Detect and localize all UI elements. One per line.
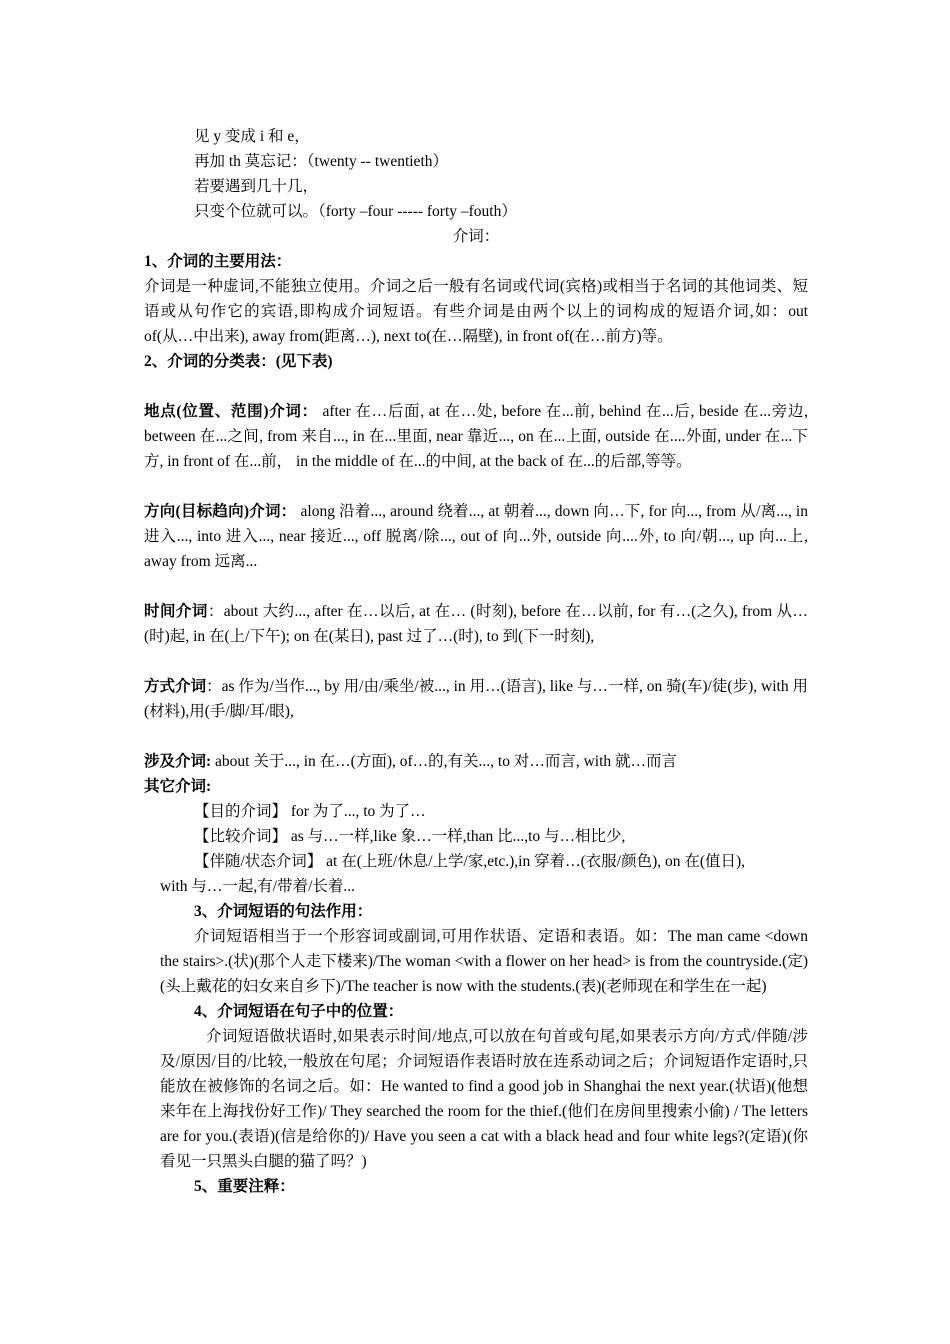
document-body [144,124,808,1199]
section-title: 介词： [452,228,500,245]
spacer [144,649,808,674]
poem-line: 若要遇到几十几， [194,178,319,195]
poem-line: 再加 th 莫忘记：（twenty -- twentieth） [194,153,448,170]
heading-other: 其它介词: [144,778,212,795]
label-manner: 方式介词 [144,678,207,695]
spacer [144,374,808,399]
label-time: 时间介词 [144,603,208,620]
spacer [144,474,808,499]
text-place: after 在…后面, at 在…处, before 在...前, behind 在...后, beside 在...旁边, between 在...之间, from 来自..., in 在...里面, near 靠近..., on 在...上面, outside 在....外面, under 在...下方, in front of 在...前， in the middle of 在...的中间, at the back of 在...的后部,等等。 [144,403,808,470]
label-place: 地点(位置、范围)介词： [144,403,318,420]
poem-line: 见 y 变成 i 和 e， [194,128,310,145]
other-purpose: 【目的介词】 for 为了..., to 为了… [194,803,426,820]
label-direction: 方向(目标趋向)介词： [144,503,297,520]
text-time: ：about 大约..., after 在…以后, at 在… (时刻), before 在…以前, for 有…(之久), from 从…(时)起, in 在(上/下午); on 在(某日), past 过了…(时), to 到(下一时刻), [144,603,808,645]
paragraph-position: 介词短语做状语时,如果表示时间/地点,可以放在句首或句尾,如果表示方向/方式/伴随/涉及/原因/目的/比较,一般放在句尾；介词短语作表语时放在连系动词之后；介词短语作定语时,只能放在被修饰的名词之后。如：He wanted to find a good job in Shanghai the next year.(状语)(他想来年在上海找份好工作)/ They searched the room for the thief.(他们在房间里搜索小偷) / The letters are for you.(表语)(信是给你的)/ Have you seen a cat with a black head and four white legs?(定语)(你看见一只黑头白腿的猫了吗？) [160,1028,808,1170]
label-involve: 涉及介词: [144,753,212,770]
paragraph-time [144,599,808,649]
paragraph-place [144,399,808,474]
heading-position: 4、介词短语在句子中的位置： [194,1003,404,1020]
heading-syntax: 3、介词短语的句法作用： [194,903,373,920]
other-accompany-cont: with 与…一起,有/带着/长着... [160,878,356,895]
other-accompany: 【伴随/状态介词】 at 在(上班/休息/上学/家,etc.),in 穿着…(衣服/颜色), on 在(值日), [194,853,746,870]
poem-line: 只变个位就可以。（forty –four ----- forty –fouth） [194,203,517,220]
spacer [144,574,808,599]
other-comparison: 【比较介词】 as 与…一样,like 象…一样,than 比...,to 与…相比少, [194,828,626,845]
paragraph-syntax: 介词短语相当于一个形容词或副词,可用作状语、定语和表语。如：The man came <down the stairs>.(状)(那个人走下楼来)/The woman <with a flower on her head> is from the countryside.(定)(头上戴花的妇女来自乡下)/The teacher is now with the students.(表)(老师现在和学生在一起) [160,928,808,995]
paragraph-direction [144,499,808,574]
spacer [144,724,808,749]
text-involve: about 关于..., in 在…(方面), of…的,有关..., to 对…而言, with 就…而言 [211,753,678,770]
heading-usage: 1、介词的主要用法： [144,253,292,270]
paragraph-usage: 介词是一种虚词,不能独立使用。介词之后一般有名词或代词(宾格)或相当于名词的其他词类、短语或从句作它的宾语,即构成介词短语。有些介词是由两个以上的词构成的短语介词,如：out of(从…中出来), away from(距离…), next to(在…隔壁), in front of(在…前方)等。 [144,278,808,345]
paragraph-involve [144,749,808,774]
heading-classification: 2、介词的分类表：(见下表) [144,353,333,370]
heading-notes: 5、重要注释： [194,1178,295,1195]
text-direction: along 沿着..., around 绕着..., at 朝着..., down 向…下, for 向..., from 从/离..., in 进入..., into 进入..., near 接近..., off 脱离/除..., out of 向...外, outside 向....外, to 向/朝..., up 向...上, away from 远离... [144,503,808,570]
text-manner: ：as 作为/当作..., by 用/由/乘坐/被..., in 用…(语言), like 与…一样, on 骑(车)/徒(步), with 用(材料),用(手/脚/耳/眼), [144,678,808,720]
paragraph-manner [144,674,808,724]
